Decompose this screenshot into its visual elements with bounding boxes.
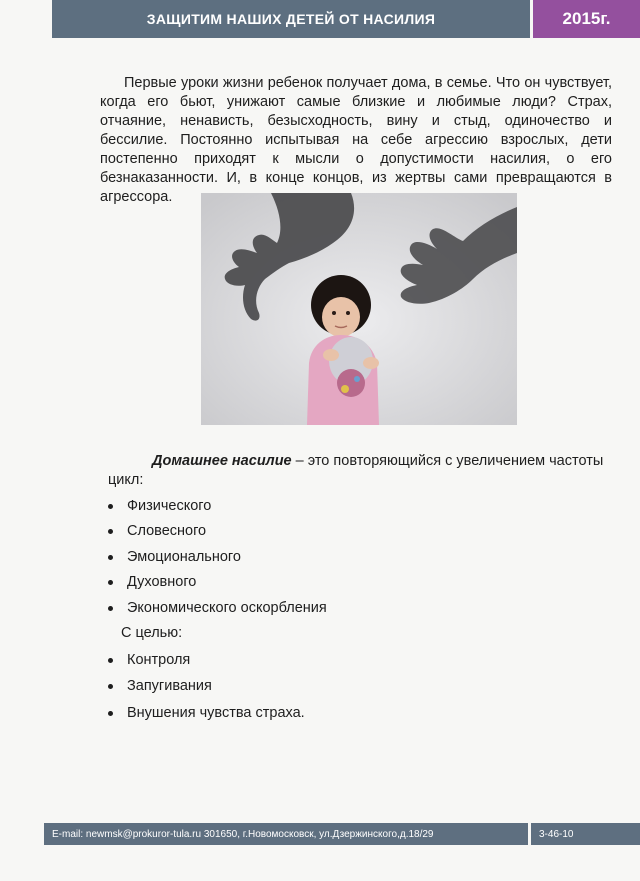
list-item	[108, 704, 305, 723]
list-item-label: Экономического оскорбления	[127, 600, 327, 616]
list-item	[108, 599, 327, 618]
bullet-icon	[108, 580, 113, 585]
list-item	[108, 677, 212, 696]
footer-contact: E-mail: newmsk@prokuror-tula.ru 301650, г.Новомосковск, ул.Дзержинского,д.18/29	[44, 823, 528, 845]
bullet-icon	[108, 658, 113, 663]
header-bar	[52, 0, 530, 38]
intro-paragraph: Первые уроки жизни ребенок получает дома, в семье. Что он чувствует, когда его бьют, унижают самые близкие и любимые люди? Страх, отчаяние, ненависть, безысходность, вину и стыд, одиночество и бессилие. Постоянно испытывая на себе агрессию взрослых, дети постепенно приходят к мысли о допустимости насилия, о его безнаказанности. И, в конце концов, из жертвы сами превращаются в агрессора.	[100, 75, 612, 205]
year-badge: 2015г.	[533, 0, 640, 38]
footer-phone: 3-46-10	[531, 823, 640, 845]
bullet-icon	[108, 504, 113, 509]
definition-paragraph	[108, 452, 612, 490]
list-item	[108, 522, 206, 541]
list-item-label: Физического	[127, 498, 212, 514]
list-item	[108, 497, 211, 516]
list-item-label: Духовного	[127, 574, 197, 590]
list-item	[108, 651, 190, 670]
bullet-icon	[108, 555, 113, 560]
list-item	[108, 548, 241, 567]
bullet-icon	[108, 711, 113, 716]
definition-text: – это повторяющийся с увеличением частоты цикл:	[108, 453, 604, 488]
list-item-label: Эмоционального	[127, 549, 241, 565]
bullet-icon	[108, 529, 113, 534]
list-item-label: Словесного	[127, 523, 207, 539]
bullet-icon	[108, 684, 113, 689]
list-item-label: Запугивания	[127, 678, 212, 694]
list-item-label: Внушения чувства страха.	[127, 705, 305, 721]
definition-term: Домашнее насилие	[152, 453, 292, 469]
purpose-label: С целью:	[121, 625, 183, 641]
list-item-label: Контроля	[127, 652, 191, 668]
list-item	[108, 573, 196, 592]
page-title: ЗАЩИТИМ НАШИХ ДЕТЕЙ ОТ НАСИЛИЯ	[146, 11, 436, 27]
bullet-icon	[108, 606, 113, 611]
child-with-hand-shadows-photo	[201, 193, 517, 425]
